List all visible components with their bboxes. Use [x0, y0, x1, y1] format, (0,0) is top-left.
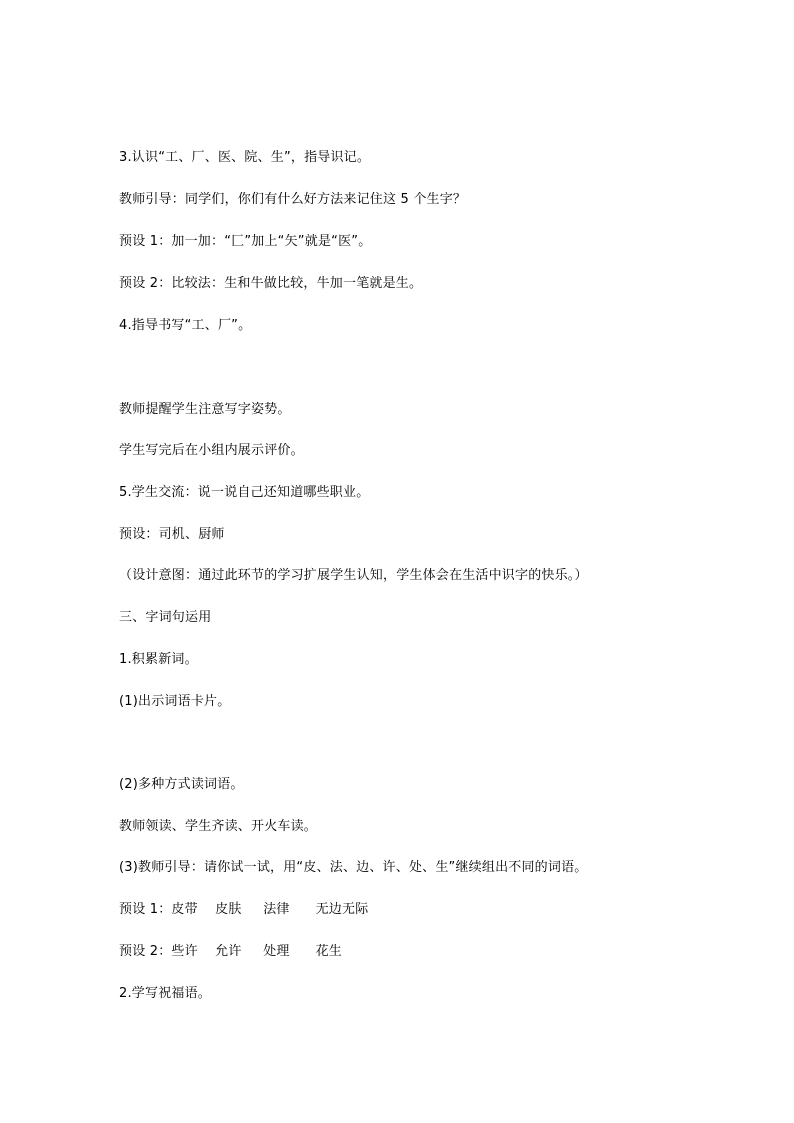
step-5-heading: 5.学生交流：说一说自己还知道哪些职业。: [119, 485, 370, 500]
preset-1-add: 预设 1：加一加：“匚”加上“矢”就是“医”。: [119, 234, 372, 249]
step-2-heading: 2.学写祝福语。: [119, 986, 212, 1001]
design-intent-note: （设计意图：通过此环节的学习扩展学生认知，学生体会在生活中识字的快乐。）: [119, 568, 588, 583]
writing-posture-reminder: 教师提醒学生注意写字姿势。: [119, 402, 291, 417]
preset-2-words: 预设 2：些许 允许 处理 花生: [119, 944, 342, 959]
sub-step-1: (1)出示词语卡片。: [119, 694, 231, 709]
section-3-heading: 三、字词句运用: [119, 610, 212, 625]
group-evaluation: 学生写完后在小组内展示评价。: [119, 443, 304, 458]
reading-methods: 教师领读、学生齐读、开火车读。: [119, 819, 318, 834]
preset-2-compare: 预设 2：比较法：生和牛做比较，牛加一笔就是生。: [119, 276, 423, 291]
teacher-guide-question: 教师引导：同学们，你们有什么好方法来记住这 5 个生字？: [119, 192, 467, 207]
step-4-heading: 4.指导书写“工、厂”。: [119, 318, 252, 333]
preset-1-words: 预设 1：皮带 皮肤 法律 无边无际: [119, 902, 369, 917]
sub-step-2: (2)多种方式读词语。: [119, 777, 244, 792]
step-3-heading: 3.认识“工、厂、医、院、生”，指导识记。: [119, 150, 371, 165]
step-1-heading: 1.积累新词。: [119, 652, 198, 667]
preset-occupations: 预设：司机、厨师: [119, 527, 225, 542]
sub-step-3: (3)教师引导：请你试一试，用“皮、法、边、许、处、生”继续组出不同的词语。: [119, 860, 588, 875]
